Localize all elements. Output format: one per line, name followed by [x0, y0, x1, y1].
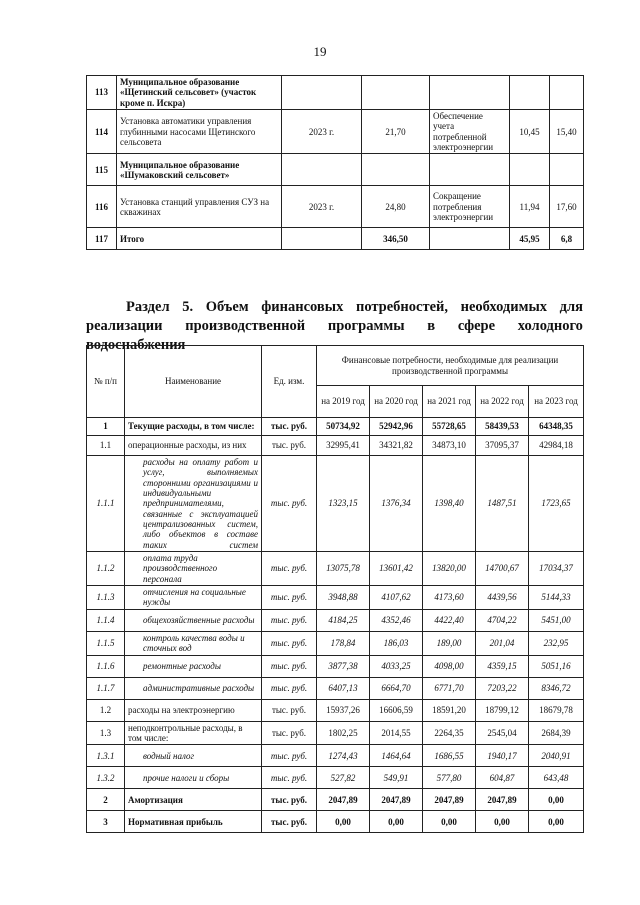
row-value: 4352,46 — [370, 609, 423, 631]
row-value: 1940,17 — [476, 745, 529, 767]
row-cost — [362, 154, 430, 186]
row-value: 4184,25 — [317, 609, 370, 631]
row-cost — [362, 76, 430, 110]
row-unit: тыс. руб. — [262, 811, 317, 833]
row-value: 4422,40 — [423, 609, 476, 631]
header-year: на 2019 год — [317, 386, 370, 418]
row-value: 4033,25 — [370, 655, 423, 677]
row-value: 0,00 — [370, 811, 423, 833]
row-year: 2023 г. — [282, 110, 362, 154]
row-number: 1.3.2 — [87, 767, 125, 789]
table-row — [87, 186, 584, 228]
heading-word: необходимых — [460, 299, 548, 315]
table-row — [87, 655, 584, 677]
row-name: Муниципальное образование «Щетинский сельсовет» (участок кроме п. Искра) — [117, 76, 282, 110]
table-row — [87, 586, 584, 610]
row-value: 4439,56 — [476, 586, 529, 610]
row-value: 1723,65 — [529, 456, 584, 552]
table-row — [87, 228, 584, 250]
row-number: 3 — [87, 811, 125, 833]
row-name: прочие налоги и сборы — [125, 767, 262, 789]
row-name: общехозяйственные расходы — [125, 609, 262, 631]
row-number: 114 — [87, 110, 117, 154]
heading-word: для — [559, 299, 583, 315]
row-number: 1.1.7 — [87, 677, 125, 699]
row-value: 5144,33 — [529, 586, 584, 610]
row-value: 42984,18 — [529, 436, 584, 456]
row-unit: тыс. руб. — [262, 699, 317, 721]
row-number: 1.1.5 — [87, 631, 125, 655]
row-value: 201,04 — [476, 631, 529, 655]
header-year: на 2023 год — [529, 386, 584, 418]
row-value: 1487,51 — [476, 456, 529, 552]
row-value: 15937,26 — [317, 699, 370, 721]
table-row — [87, 745, 584, 767]
row-value: 18591,20 — [423, 699, 476, 721]
row-value: 13075,78 — [317, 552, 370, 586]
row-number: 2 — [87, 789, 125, 811]
table-row — [87, 418, 584, 436]
row-number: 1.1 — [87, 436, 125, 456]
row-value: 17034,37 — [529, 552, 584, 586]
page-number: 19 — [313, 44, 327, 59]
row-value: 6664,70 — [370, 677, 423, 699]
row-value-1: 10,45 — [510, 110, 550, 154]
row-value: 14700,67 — [476, 552, 529, 586]
row-value-1 — [510, 154, 550, 186]
row-effect: Обеспечение учета потребленной электроэнергии — [430, 110, 510, 154]
row-number: 1.2 — [87, 699, 125, 721]
row-number: 1.1.1 — [87, 456, 125, 552]
row-name: Муниципальное образование «Шумаковский сельсовет» — [117, 154, 282, 186]
row-value: 549,91 — [370, 767, 423, 789]
financial-needs-table — [86, 345, 584, 833]
row-cost: 346,50 — [362, 228, 430, 250]
row-name: административные расходы — [125, 677, 262, 699]
row-value: 643,48 — [529, 767, 584, 789]
table-row — [87, 767, 584, 789]
row-value: 527,82 — [317, 767, 370, 789]
row-unit: тыс. руб. — [262, 767, 317, 789]
heading-word: сфере — [457, 318, 496, 334]
row-name: оплата труда производственного персонала — [125, 552, 262, 586]
row-value: 5451,00 — [529, 609, 584, 631]
heading-word: финансовых — [261, 299, 344, 315]
row-value: 3948,88 — [317, 586, 370, 610]
row-value: 189,00 — [423, 631, 476, 655]
row-number: 1.1.4 — [87, 609, 125, 631]
row-unit: тыс. руб. — [262, 586, 317, 610]
row-number: 1.1.2 — [87, 552, 125, 586]
row-name: Текущие расходы, в том числе: — [125, 418, 262, 436]
header-name: Наименование — [125, 346, 262, 418]
heading-line-3: водоснабжения — [86, 337, 186, 353]
row-name: расходы на электроэнергию — [125, 699, 262, 721]
row-unit: тыс. руб. — [262, 552, 317, 586]
row-value: 4098,00 — [423, 655, 476, 677]
row-unit: тыс. руб. — [262, 609, 317, 631]
row-unit: тыс. руб. — [262, 631, 317, 655]
row-value: 178,84 — [317, 631, 370, 655]
row-value: 0,00 — [476, 811, 529, 833]
row-name: расходы на оплату работ и услуг, выполняемых сторонними организациями и индивидуальными предпринимателями, связанные с эксплуатацией централизованных систем, либо объектов в составе таких систем — [125, 456, 262, 552]
row-value: 232,95 — [529, 631, 584, 655]
row-effect — [430, 76, 510, 110]
row-value: 1802,25 — [317, 721, 370, 745]
row-value: 0,00 — [423, 811, 476, 833]
row-unit: тыс. руб. — [262, 721, 317, 745]
row-number: 1.1.3 — [87, 586, 125, 610]
table-row — [87, 811, 584, 833]
heading-word: программы — [327, 318, 405, 334]
heading-word: 5. — [182, 299, 194, 315]
row-value: 52942,96 — [370, 418, 423, 436]
row-name: неподконтрольные расходы, в том числе: — [125, 721, 262, 745]
row-effect — [430, 228, 510, 250]
row-number: 1.1.6 — [87, 655, 125, 677]
row-unit: тыс. руб. — [262, 789, 317, 811]
row-unit: тыс. руб. — [262, 677, 317, 699]
heading-word: Объем — [205, 299, 249, 315]
table-row — [87, 552, 584, 586]
row-value: 604,87 — [476, 767, 529, 789]
row-number: 1 — [87, 418, 125, 436]
row-unit: тыс. руб. — [262, 456, 317, 552]
row-value-2 — [550, 154, 584, 186]
row-name: операционные расходы, из них — [125, 436, 262, 456]
row-number: 113 — [87, 76, 117, 110]
row-value: 37095,37 — [476, 436, 529, 456]
heading-word: производственной — [185, 318, 306, 334]
row-value: 4704,22 — [476, 609, 529, 631]
table-row — [87, 609, 584, 631]
row-value-1 — [510, 76, 550, 110]
header-year: на 2022 год — [476, 386, 529, 418]
row-value: 2047,89 — [317, 789, 370, 811]
row-value: 18799,12 — [476, 699, 529, 721]
row-name: Установка автоматики управления глубинными насосами Щетинского сельсовета — [117, 110, 282, 154]
row-value-1: 11,94 — [510, 186, 550, 228]
table-row — [87, 456, 584, 552]
row-value: 6771,70 — [423, 677, 476, 699]
row-number: 115 — [87, 154, 117, 186]
row-effect: Сокращение потребления электроэнергии — [430, 186, 510, 228]
table-row — [87, 110, 584, 154]
row-value: 64348,35 — [529, 418, 584, 436]
row-value: 18679,78 — [529, 699, 584, 721]
row-value: 1686,55 — [423, 745, 476, 767]
row-value-2 — [550, 76, 584, 110]
row-name: Итого — [117, 228, 282, 250]
row-value: 13820,00 — [423, 552, 476, 586]
row-year — [282, 228, 362, 250]
row-value: 16606,59 — [370, 699, 423, 721]
row-value-2: 15,40 — [550, 110, 584, 154]
row-value: 2047,89 — [370, 789, 423, 811]
row-value: 34321,82 — [370, 436, 423, 456]
row-value: 2014,55 — [370, 721, 423, 745]
row-unit: тыс. руб. — [262, 745, 317, 767]
row-value-1: 45,95 — [510, 228, 550, 250]
row-value: 2545,04 — [476, 721, 529, 745]
table-row — [87, 631, 584, 655]
row-name: Установка станций управления СУЗ на скважинах — [117, 186, 282, 228]
row-value: 2040,91 — [529, 745, 584, 767]
heading-word: реализации — [86, 318, 163, 334]
row-value: 50734,92 — [317, 418, 370, 436]
row-value: 32995,41 — [317, 436, 370, 456]
row-value: 0,00 — [529, 789, 584, 811]
row-value: 3877,38 — [317, 655, 370, 677]
row-name: отчисления на социальные нужды — [125, 586, 262, 610]
row-cost: 21,70 — [362, 110, 430, 154]
row-number: 117 — [87, 228, 117, 250]
row-number: 116 — [87, 186, 117, 228]
row-value: 5051,16 — [529, 655, 584, 677]
row-value: 55728,65 — [423, 418, 476, 436]
row-year: 2023 г. — [282, 186, 362, 228]
heading-word: потребностей, — [355, 299, 449, 315]
row-value: 1376,34 — [370, 456, 423, 552]
row-value: 2684,39 — [529, 721, 584, 745]
table-row — [87, 699, 584, 721]
row-value: 577,80 — [423, 767, 476, 789]
row-year — [282, 154, 362, 186]
row-value: 1398,40 — [423, 456, 476, 552]
row-number: 1.3.1 — [87, 745, 125, 767]
row-value: 4359,15 — [476, 655, 529, 677]
row-name: водный налог — [125, 745, 262, 767]
heading-word: в — [427, 318, 436, 334]
row-unit: тыс. руб. — [262, 436, 317, 456]
row-value: 8346,72 — [529, 677, 584, 699]
row-value: 0,00 — [529, 811, 584, 833]
row-name: ремонтные расходы — [125, 655, 262, 677]
row-value-2: 6,8 — [550, 228, 584, 250]
header-year: на 2020 год — [370, 386, 423, 418]
header-unit: Ед. изм. — [262, 346, 317, 418]
row-value-2: 17,60 — [550, 186, 584, 228]
row-value: 1323,15 — [317, 456, 370, 552]
row-name: Амортизация — [125, 789, 262, 811]
row-value: 1274,43 — [317, 745, 370, 767]
table-row — [87, 76, 584, 110]
row-value: 6407,13 — [317, 677, 370, 699]
table-row — [87, 677, 584, 699]
row-cost: 24,80 — [362, 186, 430, 228]
row-name: контроль качества воды и сточных вод — [125, 631, 262, 655]
row-value: 2047,89 — [423, 789, 476, 811]
row-year — [282, 76, 362, 110]
header-group: Финансовые потребности, необходимые для реализации производственной программы — [317, 346, 584, 386]
row-value: 7203,22 — [476, 677, 529, 699]
row-value: 2264,35 — [423, 721, 476, 745]
row-value: 186,03 — [370, 631, 423, 655]
row-value: 1464,64 — [370, 745, 423, 767]
row-value: 34873,10 — [423, 436, 476, 456]
row-value: 2047,89 — [476, 789, 529, 811]
heading-word: холодного — [517, 318, 583, 334]
measures-table — [86, 75, 584, 250]
table-row — [87, 154, 584, 186]
header-num: № п/п — [87, 346, 125, 418]
row-value: 13601,42 — [370, 552, 423, 586]
row-number: 1.3 — [87, 721, 125, 745]
heading-word: Раздел — [126, 299, 170, 315]
table-row — [87, 436, 584, 456]
table-row — [87, 721, 584, 745]
row-value: 4173,60 — [423, 586, 476, 610]
row-value: 0,00 — [317, 811, 370, 833]
row-value: 58439,53 — [476, 418, 529, 436]
row-value: 4107,62 — [370, 586, 423, 610]
row-unit: тыс. руб. — [262, 655, 317, 677]
row-effect — [430, 154, 510, 186]
header-year: на 2021 год — [423, 386, 476, 418]
row-unit: тыс. руб. — [262, 418, 317, 436]
table-row — [87, 789, 584, 811]
row-name: Нормативная прибыль — [125, 811, 262, 833]
